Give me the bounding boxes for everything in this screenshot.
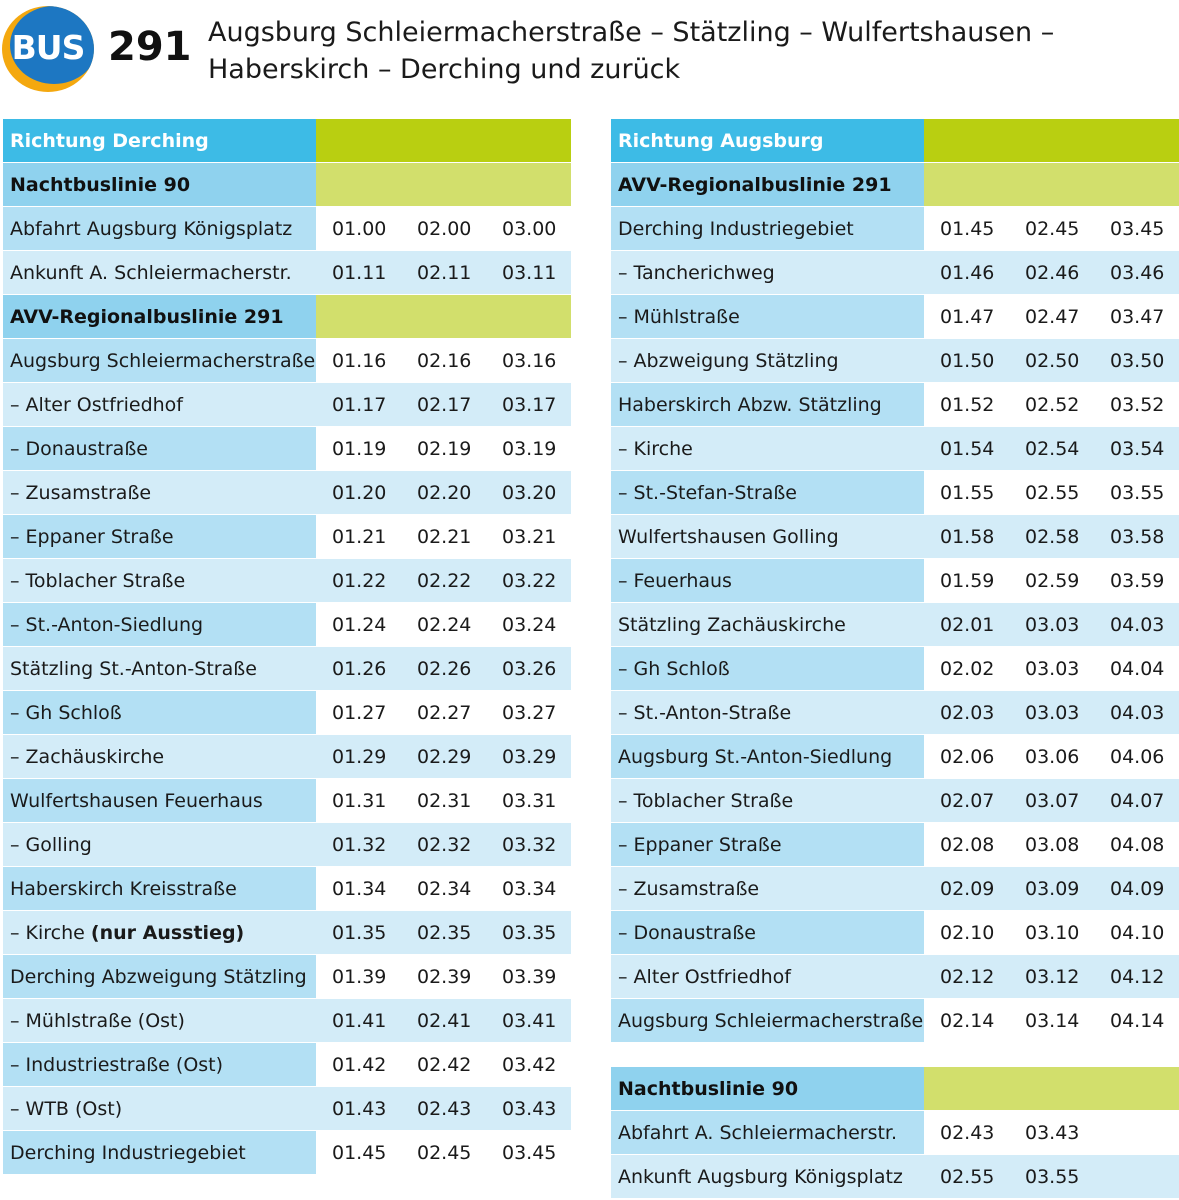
table-row [611, 339, 1179, 383]
table-row [611, 647, 1179, 691]
departure-time: 02.50 [1009, 339, 1094, 383]
departure-time: 02.17 [401, 383, 486, 427]
departure-time: 02.29 [401, 735, 486, 779]
departure-time: 04.12 [1094, 955, 1179, 999]
table-row [3, 999, 571, 1043]
stop-name [3, 427, 316, 471]
departure-time: 01.45 [316, 1131, 401, 1175]
departure-time: 01.43 [316, 1087, 401, 1131]
stop-label: Stätzling Zachäuskirche [618, 613, 846, 636]
departure-time: 01.47 [924, 295, 1009, 339]
table-row [3, 427, 571, 471]
table-row [3, 1087, 571, 1131]
stop-label: – Alter Ostfriedhof [10, 393, 183, 416]
departure-time: 02.20 [401, 471, 486, 515]
departure-time: 02.27 [401, 691, 486, 735]
departure-time: 01.31 [316, 779, 401, 823]
stop-name [3, 999, 316, 1043]
table-row [3, 251, 571, 295]
table-row [3, 691, 571, 735]
bus-logo [2, 6, 94, 92]
stop-label: – Donaustraße [618, 921, 756, 944]
departure-time: 03.14 [1009, 999, 1094, 1043]
departure-time: 03.45 [1094, 207, 1179, 251]
stop-name [3, 911, 316, 955]
departure-time: 03.34 [486, 867, 571, 911]
stop-name [3, 559, 316, 603]
departure-time: 03.32 [486, 823, 571, 867]
stop-label: – Alter Ostfriedhof [618, 965, 791, 988]
departure-time: 01.39 [316, 955, 401, 999]
stop-label: Ankunft Augsburg Königsplatz [618, 1165, 903, 1188]
stop-label: – Feuerhaus [618, 569, 732, 592]
departure-time: 04.07 [1094, 779, 1179, 823]
departure-time: 02.26 [401, 647, 486, 691]
departure-time: 02.02 [924, 647, 1009, 691]
stop-name [611, 823, 924, 867]
table-row [3, 1043, 571, 1087]
departure-time: 03.55 [1009, 1155, 1094, 1199]
direction-header-row [3, 119, 571, 163]
stop-name [3, 647, 316, 691]
departure-time [1094, 1111, 1179, 1155]
stop-label: Wulfertshausen Feuerhaus [10, 789, 263, 812]
departure-time: 03.16 [486, 339, 571, 383]
table-row [611, 559, 1179, 603]
stop-name [611, 955, 924, 999]
stop-label: – Kirche [10, 921, 85, 944]
departure-time: 02.52 [1009, 383, 1094, 427]
departure-time: 01.54 [924, 427, 1009, 471]
stop-name [3, 383, 316, 427]
stop-label: – St.-Anton-Straße [618, 701, 792, 724]
departure-time: 01.50 [924, 339, 1009, 383]
stop-name [611, 1111, 924, 1155]
stop-label: Haberskirch Abzw. Stätzling [618, 393, 882, 416]
stop-name [611, 779, 924, 823]
departure-time: 04.06 [1094, 735, 1179, 779]
departure-time: 02.43 [401, 1087, 486, 1131]
stop-label: Stätzling St.-Anton-Straße [10, 657, 257, 680]
departure-time: 01.58 [924, 515, 1009, 559]
departure-time: 03.35 [486, 911, 571, 955]
stop-name [611, 911, 924, 955]
stop-label: Augsburg St.-Anton-Siedlung [618, 745, 893, 768]
departure-time: 03.54 [1094, 427, 1179, 471]
stop-label: Derching Industriegebiet [618, 217, 854, 240]
stop-label: – Abzweigung Stätzling [618, 349, 839, 372]
departure-time: 02.09 [924, 867, 1009, 911]
stop-label: – Industriestraße (Ost) [10, 1053, 224, 1076]
departure-time: 01.16 [316, 339, 401, 383]
stop-label: – Zusamstraße [618, 877, 760, 900]
departure-time: 03.17 [486, 383, 571, 427]
stop-label: Derching Abzweigung Stätzling [10, 965, 307, 988]
departure-time: 02.19 [401, 427, 486, 471]
section-title: Nachtbuslinie 90 [3, 163, 316, 207]
departure-time: 03.47 [1094, 295, 1179, 339]
table-row [3, 603, 571, 647]
departure-time: 01.41 [316, 999, 401, 1043]
table-row [611, 251, 1179, 295]
table-row [3, 779, 571, 823]
departure-time: 01.17 [316, 383, 401, 427]
table-row [611, 1111, 1179, 1155]
table-row [3, 735, 571, 779]
departure-time: 02.11 [401, 251, 486, 295]
stop-name [611, 691, 924, 735]
stop-name [3, 251, 316, 295]
stop-name [611, 515, 924, 559]
table-row [3, 207, 571, 251]
departure-time: 03.11 [486, 251, 571, 295]
departure-time: 03.24 [486, 603, 571, 647]
departure-time: 03.09 [1009, 867, 1094, 911]
table-row [3, 471, 571, 515]
stop-label: – Zachäuskirche [10, 745, 165, 768]
departure-time: 03.03 [1009, 603, 1094, 647]
departure-time: 02.32 [401, 823, 486, 867]
departure-time: 03.07 [1009, 779, 1094, 823]
table-row [611, 1155, 1179, 1199]
stop-name [3, 1087, 316, 1131]
departure-time: 01.32 [316, 823, 401, 867]
table-row [611, 471, 1179, 515]
departure-time: 03.12 [1009, 955, 1094, 999]
departure-time: 01.20 [316, 471, 401, 515]
table-row [611, 295, 1179, 339]
section-header-row [611, 1067, 1179, 1111]
stop-name [3, 1131, 316, 1175]
stop-name [611, 867, 924, 911]
direction-title: Richtung Derching [3, 119, 316, 163]
departure-time: 04.03 [1094, 691, 1179, 735]
route-title-line-2: Haberskirch – Derching und zurück [208, 54, 681, 85]
departure-time: 02.59 [1009, 559, 1094, 603]
departure-time: 04.04 [1094, 647, 1179, 691]
stop-label: – Tancherichweg [618, 261, 775, 284]
departure-time: 03.06 [1009, 735, 1094, 779]
stop-label: Wulfertshausen Golling [618, 525, 839, 548]
stop-name [611, 603, 924, 647]
departure-time: 01.42 [316, 1043, 401, 1087]
stop-name [3, 823, 316, 867]
stop-note: (nur Ausstieg) [90, 921, 245, 944]
table-row [611, 691, 1179, 735]
stop-label: – St.-Anton-Siedlung [10, 613, 204, 636]
stop-name [611, 559, 924, 603]
stop-label: – Toblacher Straße [618, 789, 794, 812]
table-row [611, 383, 1179, 427]
stop-name [3, 1043, 316, 1087]
departure-time: 03.39 [486, 955, 571, 999]
stop-name [3, 779, 316, 823]
stop-label: – Mühlstraße (Ost) [10, 1009, 185, 1032]
departure-time: 03.52 [1094, 383, 1179, 427]
stop-name [3, 867, 316, 911]
table-row [611, 955, 1179, 999]
departure-time: 02.39 [401, 955, 486, 999]
stop-label: – Golling [10, 833, 92, 856]
stop-name [611, 647, 924, 691]
departure-time: 03.19 [486, 427, 571, 471]
stop-name [611, 251, 924, 295]
stop-label: – Gh Schloß [10, 701, 122, 724]
table-row [3, 911, 571, 955]
departure-time: 02.42 [401, 1043, 486, 1087]
departure-time: 01.21 [316, 515, 401, 559]
stop-label: – St.-Stefan-Straße [618, 481, 797, 504]
line-number: 291 [108, 24, 192, 70]
stop-label: – WTB (Ost) [10, 1097, 123, 1120]
stop-label: Abfahrt Augsburg Königsplatz [10, 217, 293, 240]
departure-time: 03.27 [486, 691, 571, 735]
departure-time: 02.34 [401, 867, 486, 911]
stop-label: Derching Industriegebiet [10, 1141, 246, 1164]
table-row [611, 207, 1179, 251]
departure-time: 04.14 [1094, 999, 1179, 1043]
stop-label: Abfahrt A. Schleiermacherstr. [618, 1121, 898, 1144]
section-title: AVV-Regionalbuslinie 291 [611, 163, 924, 207]
table-row [611, 515, 1179, 559]
departure-time: 01.22 [316, 559, 401, 603]
stop-label: Augsburg Schleiermacherstraße [10, 349, 316, 372]
stop-name [3, 471, 316, 515]
departure-time: 03.43 [486, 1087, 571, 1131]
departure-time: 03.22 [486, 559, 571, 603]
departure-time: 02.46 [1009, 251, 1094, 295]
departure-time: 02.10 [924, 911, 1009, 955]
departure-time: 02.41 [401, 999, 486, 1043]
stop-name [611, 339, 924, 383]
departure-time: 02.47 [1009, 295, 1094, 339]
departure-time: 01.52 [924, 383, 1009, 427]
stop-name [3, 603, 316, 647]
departure-time: 02.21 [401, 515, 486, 559]
table-row [3, 867, 571, 911]
table-row [3, 383, 571, 427]
stop-name [3, 339, 316, 383]
timetable-header [0, 0, 1179, 110]
departure-time: 03.26 [486, 647, 571, 691]
stop-label: – Eppaner Straße [618, 833, 782, 856]
departure-time: 04.08 [1094, 823, 1179, 867]
table-row [3, 647, 571, 691]
timetable-direction-augsburg [611, 119, 1179, 1043]
departure-time: 02.55 [1009, 471, 1094, 515]
departure-time: 03.10 [1009, 911, 1094, 955]
stop-label: – Toblacher Straße [10, 569, 186, 592]
stop-name [3, 955, 316, 999]
departure-time: 03.46 [1094, 251, 1179, 295]
table-row [3, 955, 571, 999]
route-title-line-1: Augsburg Schleiermacherstraße – Stätzling – Wulfertshausen – [208, 17, 1055, 48]
section-header-row [3, 163, 571, 207]
departure-time: 03.59 [1094, 559, 1179, 603]
departure-time: 04.09 [1094, 867, 1179, 911]
departure-time: 02.31 [401, 779, 486, 823]
departure-time: 04.10 [1094, 911, 1179, 955]
stop-name [611, 471, 924, 515]
stop-name [611, 1155, 924, 1199]
stop-label: Augsburg Schleiermacherstraße [618, 1009, 924, 1032]
stop-label: – Mühlstraße [618, 305, 740, 328]
departure-time: 03.00 [486, 207, 571, 251]
departure-time: 03.55 [1094, 471, 1179, 515]
departure-time: 04.03 [1094, 603, 1179, 647]
departure-time: 02.08 [924, 823, 1009, 867]
stop-name [3, 515, 316, 559]
departure-time: 03.20 [486, 471, 571, 515]
stop-name [611, 735, 924, 779]
stop-name [3, 735, 316, 779]
departure-time: 01.19 [316, 427, 401, 471]
departure-time: 01.24 [316, 603, 401, 647]
direction-header-row [611, 119, 1179, 163]
stop-label: – Eppaner Straße [10, 525, 174, 548]
departure-time: 01.46 [924, 251, 1009, 295]
section-title: Nachtbuslinie 90 [611, 1067, 924, 1111]
table-row [611, 779, 1179, 823]
table-row [611, 823, 1179, 867]
departure-time: 02.12 [924, 955, 1009, 999]
departure-time: 03.29 [486, 735, 571, 779]
departure-time: 03.50 [1094, 339, 1179, 383]
departure-time: 01.00 [316, 207, 401, 251]
table-row [3, 339, 571, 383]
table-row [611, 999, 1179, 1043]
departure-time: 02.58 [1009, 515, 1094, 559]
departure-time: 02.45 [1009, 207, 1094, 251]
departure-time: 02.35 [401, 911, 486, 955]
departure-time: 01.59 [924, 559, 1009, 603]
stop-name [3, 691, 316, 735]
departure-time: 01.27 [316, 691, 401, 735]
stop-name [611, 999, 924, 1043]
stop-name [3, 207, 316, 251]
departure-time: 01.55 [924, 471, 1009, 515]
stop-name [611, 383, 924, 427]
stop-name [611, 427, 924, 471]
table-row [3, 515, 571, 559]
bus-logo-text: BUS [11, 28, 85, 67]
departure-time: 03.31 [486, 779, 571, 823]
departure-time: 01.35 [316, 911, 401, 955]
departure-time [1094, 1155, 1179, 1199]
departure-time: 02.22 [401, 559, 486, 603]
stop-label: – Gh Schloß [618, 657, 730, 680]
departure-time: 02.43 [924, 1111, 1009, 1155]
departure-time: 02.07 [924, 779, 1009, 823]
departure-time: 03.03 [1009, 691, 1094, 735]
departure-time: 02.55 [924, 1155, 1009, 1199]
stop-label: – Kirche [618, 437, 693, 460]
departure-time: 03.21 [486, 515, 571, 559]
departure-time: 03.45 [486, 1131, 571, 1175]
table-row [611, 911, 1179, 955]
stop-label: Ankunft A. Schleiermacherstr. [10, 261, 292, 284]
section-header-row [3, 295, 571, 339]
departure-time: 03.03 [1009, 647, 1094, 691]
departure-time: 02.54 [1009, 427, 1094, 471]
departure-time: 01.26 [316, 647, 401, 691]
stop-name [611, 207, 924, 251]
departure-time: 02.06 [924, 735, 1009, 779]
departure-time: 03.08 [1009, 823, 1094, 867]
departure-time: 03.43 [1009, 1111, 1094, 1155]
table-row [3, 559, 571, 603]
departure-time: 02.45 [401, 1131, 486, 1175]
timetable-night-bus-return [611, 1067, 1179, 1199]
departure-time: 02.16 [401, 339, 486, 383]
departure-time: 02.03 [924, 691, 1009, 735]
table-row [611, 867, 1179, 911]
table-row [3, 823, 571, 867]
departure-time: 02.14 [924, 999, 1009, 1043]
section-header-row [611, 163, 1179, 207]
departure-time: 02.00 [401, 207, 486, 251]
stop-name [611, 295, 924, 339]
departure-time: 01.29 [316, 735, 401, 779]
stop-label: – Zusamstraße [10, 481, 152, 504]
stop-label: – Donaustraße [10, 437, 148, 460]
table-row [3, 1131, 571, 1175]
departure-time: 01.34 [316, 867, 401, 911]
departure-time: 03.42 [486, 1043, 571, 1087]
departure-time: 03.58 [1094, 515, 1179, 559]
table-row [611, 735, 1179, 779]
timetable-direction-derching [3, 119, 571, 1175]
route-title [208, 14, 1168, 88]
table-row [611, 427, 1179, 471]
departure-time: 01.11 [316, 251, 401, 295]
section-title: AVV-Regionalbuslinie 291 [3, 295, 316, 339]
departure-time: 01.45 [924, 207, 1009, 251]
departure-time: 03.41 [486, 999, 571, 1043]
direction-title: Richtung Augsburg [611, 119, 924, 163]
departure-time: 02.01 [924, 603, 1009, 647]
table-row [611, 603, 1179, 647]
stop-label: Haberskirch Kreisstraße [10, 877, 237, 900]
departure-time: 02.24 [401, 603, 486, 647]
